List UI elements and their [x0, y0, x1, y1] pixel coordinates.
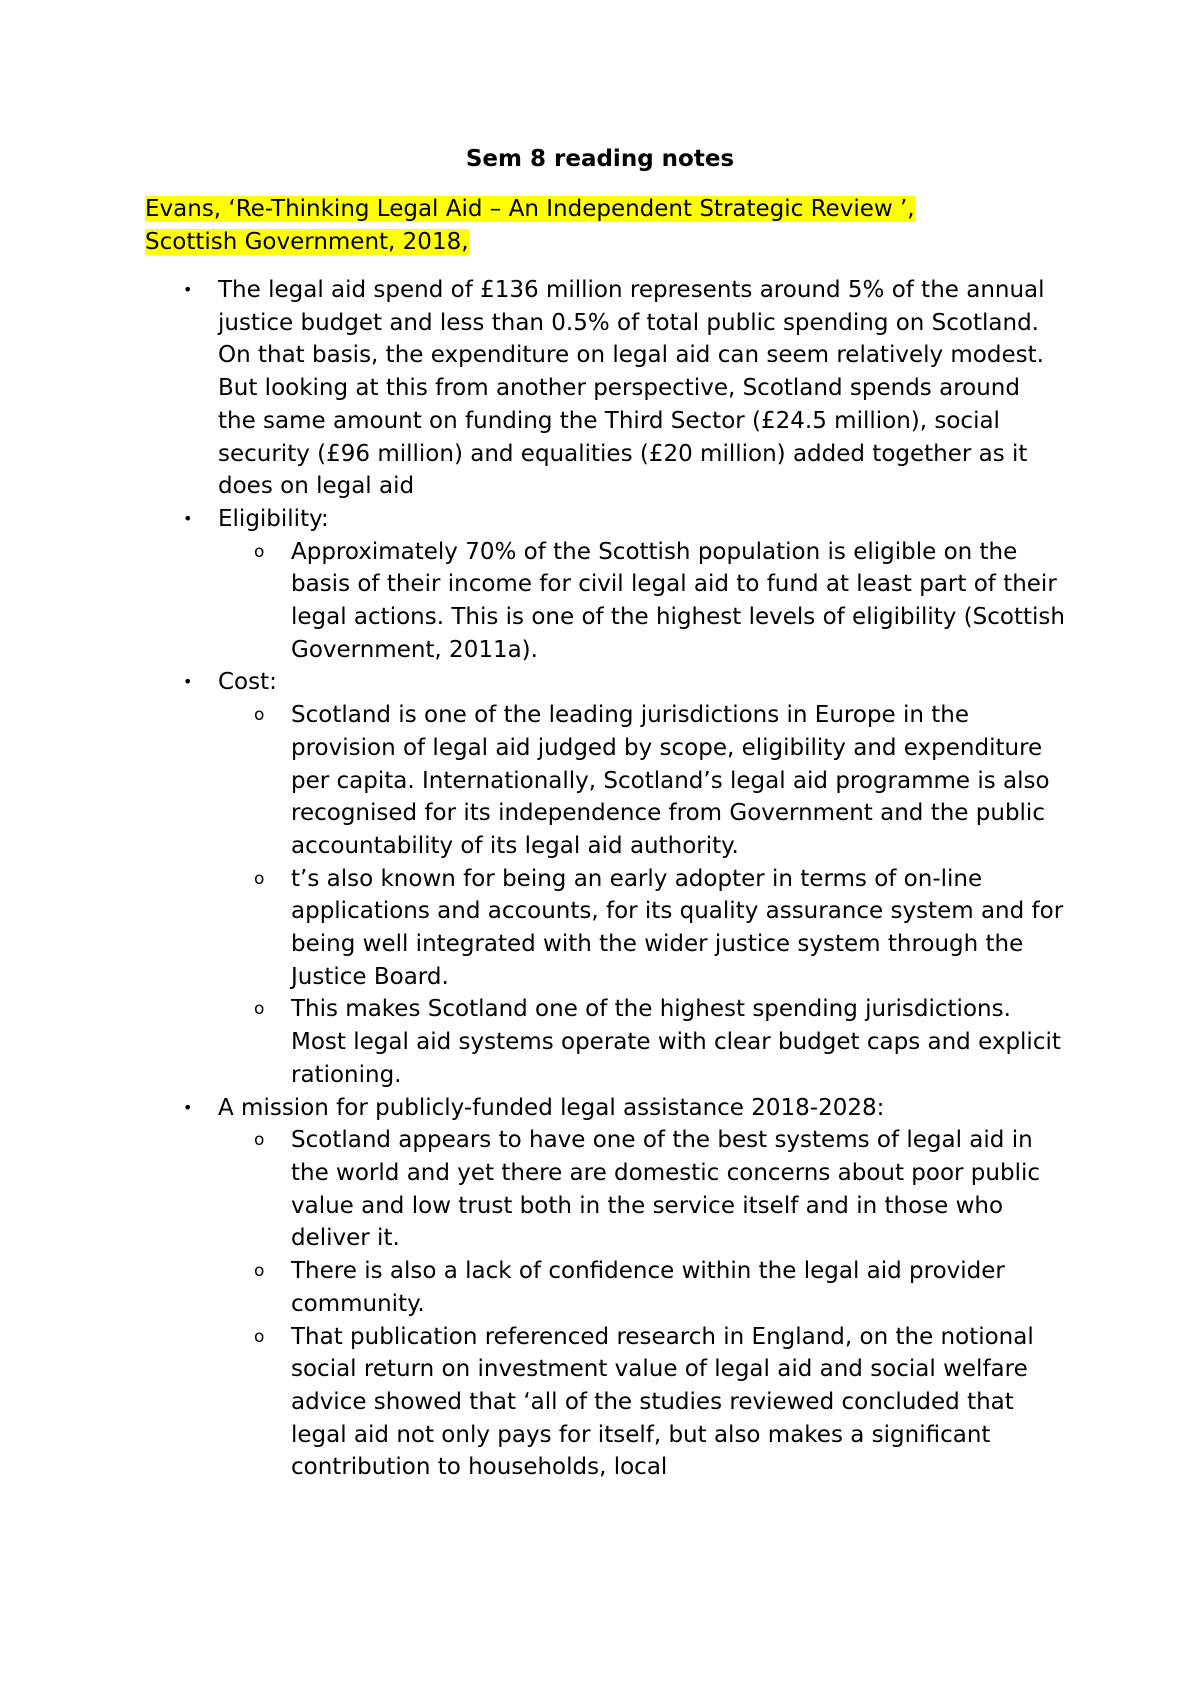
bullet-point	[0, 503, 1058, 536]
sub-bullet-text: Scotland is one of the leading jurisdictions in Europe in the provision of legal aid judged by scope, eligibility and expenditure per capita. Internationally, Scotland’s legal aid programme is also recognised for its independence from Government and the public accountability of its legal aid authority.	[291, 702, 1050, 859]
bullet-point	[0, 666, 1058, 699]
bullet-point	[0, 1092, 1058, 1125]
citation-line-1: Evans, ‘Re-Thinking Legal Aid – An Independent Strategic Review ’,	[145, 196, 915, 222]
sub-bullet-marker: o	[254, 541, 265, 562]
sub-bullet-text: Approximately 70% of the Scottish population is eligible on the basis of their income for civil legal aid to fund at least part of their legal actions. This is one of the highest levels of eligibility (Scottish Government, 2011a).	[291, 538, 1065, 663]
bullet-marker: •	[183, 1097, 193, 1117]
page-title: Sem 8 reading notes	[465, 146, 735, 172]
bullet-text: Eligibility:	[218, 505, 329, 532]
sub-bullet-marker: o	[254, 868, 265, 889]
sub-bullet-point	[0, 536, 1066, 667]
bullet-marker: •	[183, 508, 193, 528]
sub-bullet-text: Scotland appears to have one of the best systems of legal aid in the world and yet there are domestic concerns about poor public value and low trust both in the service itself and in those who deliver it.	[291, 1127, 1041, 1252]
sub-bullet-point	[0, 699, 1066, 863]
sub-bullet-marker: o	[254, 999, 265, 1020]
sub-bullet-marker: o	[254, 1261, 265, 1282]
sub-bullet-text: This makes Scotland one of the highest spending jurisdictions. Most legal aid systems operate with clear budget caps and explicit rationing.	[291, 996, 1061, 1088]
sub-bullet-marker: o	[254, 705, 265, 726]
sub-bullet-marker: o	[254, 1130, 265, 1151]
sub-bullet-text: There is also a lack of confidence within the legal aid provider community.	[291, 1258, 1005, 1317]
bullet-text: Cost:	[218, 669, 277, 696]
sub-bullet-marker: o	[254, 1326, 265, 1347]
sub-bullet-text: t’s also known for being an early adopter in terms of on-line applications and accounts, for its quality assurance system and for being well integrated with the wider justice system through the Justice Board.	[291, 865, 1064, 990]
bullet-marker: •	[183, 280, 193, 299]
bullet-point	[0, 274, 1058, 503]
citation-line-2: Scottish Government, 2018,	[145, 228, 469, 255]
bullet-text: The legal aid spend of £136 million represents around 5% of the annual justice budget and less than 0.5% of total public spending on Scotland. On that basis, the expenditure on legal aid can seem relatively modest. But looking at this from another perspective, Scotland spends around the same amount on funding the Third Sector (£24.5 million), social security (£96 million) and equalities (£20 million) added together as it does on legal aid	[218, 277, 1045, 500]
sub-bullet-point	[0, 1321, 1066, 1485]
sub-bullet-point	[0, 1255, 1066, 1320]
sub-bullet-point	[0, 1124, 1066, 1255]
notes-list	[0, 274, 1200, 1484]
sub-bullet-point	[0, 863, 1066, 994]
sub-bullet-point	[0, 993, 1066, 1091]
source-citation	[145, 193, 1045, 258]
bullet-text: A mission for publicly-funded legal assistance 2018-2028:	[218, 1094, 885, 1121]
sub-bullet-text: That publication referenced research in England, on the notional social return on investment value of legal aid and social welfare advice showed that ‘all of the studies reviewed concluded that legal aid not only pays for itself, but also makes a significant contribution to households, local	[291, 1323, 1034, 1481]
bullet-marker: •	[183, 672, 193, 692]
